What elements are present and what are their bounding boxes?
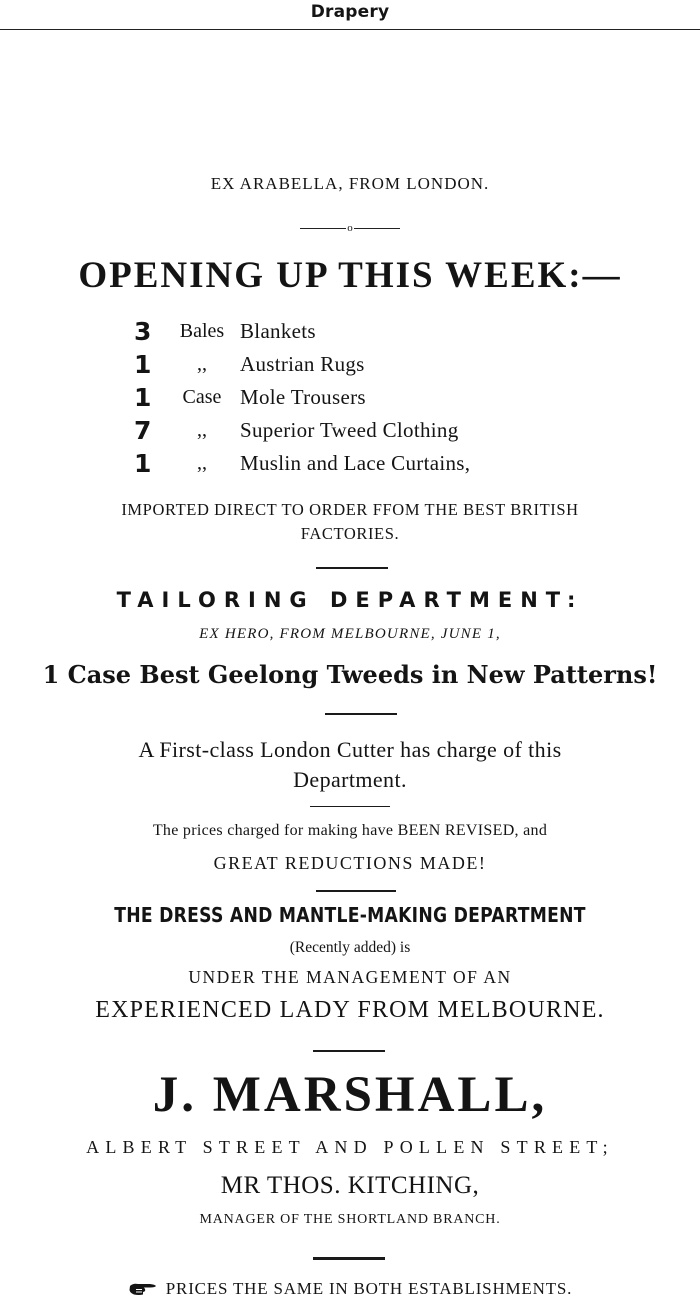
ornament-line-right — [354, 228, 400, 229]
reductions-line: GREAT REDUCTIONS MADE! — [213, 853, 487, 873]
manager-title: MANAGER OF THE SHORTLAND BRANCH. — [199, 1212, 501, 1227]
goods-unit: ,, — [197, 452, 207, 474]
section-rule — [325, 713, 397, 715]
imported-notice — [0, 498, 700, 546]
section-rule — [316, 567, 388, 569]
goods-item — [134, 381, 594, 414]
goods-desc: Blankets — [240, 319, 316, 343]
address-line: ALBERT STREET AND POLLEN STREET; — [86, 1137, 614, 1157]
cutter-line-2: Department. — [293, 767, 407, 792]
goods-unit: Bales — [179, 320, 225, 342]
dress-department-heading: THE DRESS AND MANTLE-MAKING DEPARTMENT — [114, 903, 586, 927]
goods-item — [134, 315, 594, 348]
ex-hero-line: EX HERO, FROM MELBOURNE, JUNE 1, — [199, 626, 501, 642]
prices-same-text: PRICES THE SAME IN BOTH ESTABLISHMENTS. — [165, 1279, 573, 1298]
goods-desc: Superior Tweed Clothing — [240, 418, 459, 442]
experienced-lady-line: EXPERIENCED LADY FROM MELBOURNE. — [95, 997, 605, 1023]
ornament-divider — [0, 219, 700, 239]
section-rule — [313, 1257, 385, 1260]
section-rule — [310, 806, 390, 807]
headline: OPENING UP THIS WEEK:— — [78, 255, 622, 296]
ship-line: EX ARABELLA, FROM LONDON. — [210, 174, 490, 193]
page-header-title: Drapery — [310, 2, 390, 22]
goods-item — [134, 447, 594, 480]
recently-added-line: (Recently added) is — [289, 939, 411, 956]
goods-qty: 3 — [134, 317, 152, 346]
goods-qty: 1 — [134, 449, 152, 478]
goods-unit: ,, — [197, 353, 207, 375]
prices-same-line — [0, 1279, 700, 1301]
management-line: UNDER THE MANAGEMENT OF AN — [188, 967, 512, 987]
proprietor-name: J. MARSHALL, — [152, 1067, 548, 1123]
geelong-tweeds-line: 1 Case Best Geelong Tweeds in New Patterns! — [42, 660, 658, 689]
cutter-line-1: A First-class London Cutter has charge of this — [138, 737, 562, 762]
goods-unit: Case — [182, 386, 222, 408]
tailoring-heading: TAILORING DEPARTMENT: — [116, 588, 584, 612]
goods-qty: 1 — [134, 383, 152, 412]
goods-qty: 1 — [134, 350, 152, 379]
cutter-notice — [0, 735, 700, 795]
imported-line-2: FACTORIES. — [300, 524, 400, 543]
goods-item — [134, 414, 594, 447]
pointing-hand-icon — [128, 1281, 158, 1301]
goods-item — [134, 348, 594, 381]
section-rule — [313, 1050, 385, 1052]
ornament-line-left — [300, 228, 346, 229]
goods-desc: Mole Trousers — [240, 385, 366, 409]
section-rule — [316, 890, 396, 892]
goods-unit: ,, — [197, 419, 207, 441]
prices-charged-line: The prices charged for making have BEEN REVISED, and — [152, 822, 548, 839]
goods-qty: 7 — [134, 416, 152, 445]
ornament-mark: o — [347, 222, 353, 235]
imported-line-1: IMPORTED DIRECT TO ORDER FFOM THE BEST BRITISH — [121, 500, 579, 519]
header-divider — [0, 29, 700, 30]
goods-desc: Muslin and Lace Curtains, — [240, 451, 471, 475]
goods-desc: Austrian Rugs — [240, 352, 365, 376]
goods-list — [134, 315, 594, 480]
manager-name: MR THOS. KITCHING, — [220, 1172, 480, 1199]
